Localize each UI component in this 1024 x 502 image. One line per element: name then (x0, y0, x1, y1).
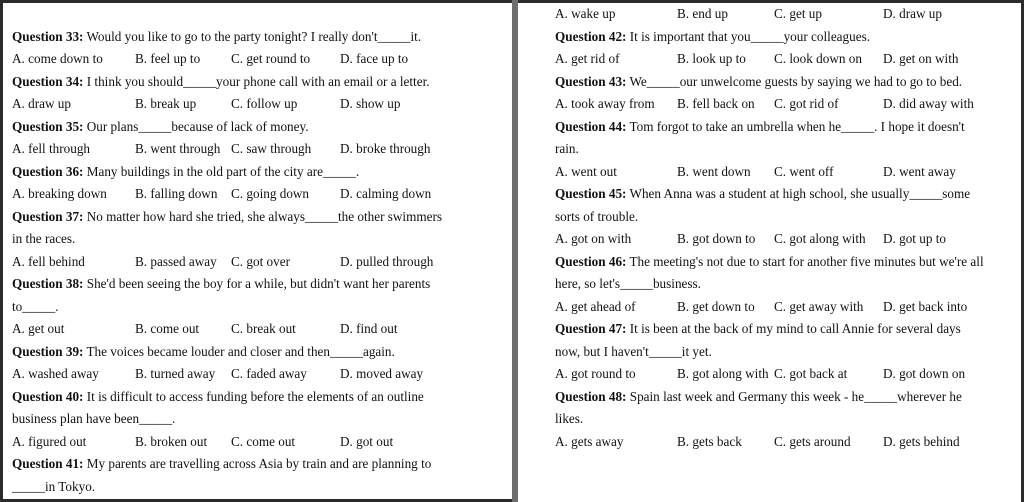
answer-option: B. come out (135, 321, 200, 336)
question-text: No matter how hard she tried, she always_____the other swimmers (86, 208, 442, 224)
question-text: in the races. (12, 231, 76, 246)
answer-option: D. got up to (883, 231, 947, 246)
question-number: Question 40: (12, 388, 84, 404)
question-text: I think you should_____your phone call with an email or a letter. (86, 73, 430, 89)
answer-option: D. gets behind (883, 433, 960, 449)
answer-option: C. get up (774, 6, 822, 21)
question-number: Question 36: (12, 163, 84, 179)
answer-option: B. get down to (677, 298, 755, 314)
question-text: She'd been seeing the boy for a while, but didn't want her parents (86, 276, 431, 291)
options-row (12, 251, 512, 274)
options-row (555, 161, 1024, 184)
question-stem (12, 26, 512, 49)
question-text: When Anna was a student at high school, she usually_____some (629, 186, 971, 201)
question-stem (12, 206, 512, 229)
question-stem (12, 341, 512, 364)
question-text: _____in Tokyo. (12, 478, 96, 494)
question-number: Question 39: (12, 343, 84, 359)
question-stem-continued (555, 138, 1024, 161)
question-text: My parents are travelling across Asia by train and are planning to (86, 456, 432, 471)
answer-option: A. went out (555, 163, 617, 179)
answer-option: D. did away with (883, 96, 974, 111)
question-text: sorts of trouble. (555, 208, 639, 224)
question-stem-continued (555, 273, 1024, 296)
question-text: It is important that you_____your colleagues. (629, 28, 870, 44)
question-number: Question 41: (12, 456, 84, 471)
question-stem (555, 386, 1024, 409)
question-text: likes. (555, 411, 584, 426)
answer-option: B. fell back on (677, 96, 755, 111)
question-stem (12, 71, 512, 94)
answer-option: B. got along with (677, 366, 769, 381)
answer-option: D. get on with (883, 51, 959, 66)
question-stem-continued (12, 296, 512, 319)
answer-option: D. get back into (883, 298, 968, 314)
answer-option: A. took away from (555, 96, 655, 111)
answer-option: B. falling down (135, 186, 218, 201)
answer-option: D. calming down (340, 186, 432, 201)
answer-option: A. get rid of (555, 51, 620, 66)
answer-option: A. get out (12, 321, 65, 336)
question-text: The meeting's not due to start for another five minutes but we're all (629, 253, 984, 269)
options-row (555, 431, 1024, 454)
answer-option: B. passed away (135, 253, 217, 269)
answer-option: D. draw up (883, 6, 942, 21)
answer-option: B. gets back (677, 433, 742, 449)
options-row (555, 228, 1024, 251)
answer-option: D. got out (340, 433, 394, 449)
question-number: Question 34: (12, 73, 84, 89)
question-number: Question 35: (12, 118, 84, 134)
question-text: Spain last week and Germany this week - he_____wherever he (629, 388, 962, 404)
question-number: Question 47: (555, 321, 627, 336)
right-column (518, 3, 1024, 502)
answer-option: D. find out (340, 321, 398, 336)
question-number: Question 44: (555, 118, 627, 134)
question-stem (12, 161, 512, 184)
answer-option: C. get round to (231, 51, 311, 66)
question-text: here, so let's_____business. (555, 276, 701, 291)
answer-option: D. pulled through (340, 253, 434, 269)
question-stem (555, 71, 1024, 94)
answer-option: A. breaking down (12, 186, 107, 201)
options-row (12, 48, 512, 71)
answer-option: C. got rid of (774, 96, 839, 111)
answer-option: C. look down on (774, 51, 862, 66)
answer-option: C. come out (231, 433, 296, 449)
options-row (555, 296, 1024, 319)
answer-option: C. got along with (774, 231, 866, 246)
question-text: Would you like to go to the party tonight? I really don't_____it. (86, 28, 422, 44)
answer-option: A. gets away (555, 433, 624, 449)
question-text: now, but I haven't_____it yet. (555, 343, 712, 359)
answer-option: D. show up (340, 96, 401, 111)
answer-option: D. broke through (340, 141, 431, 156)
answer-option: C. break out (231, 321, 296, 336)
question-number: Question 46: (555, 253, 627, 269)
question-stem (555, 116, 1024, 139)
question-stem-continued (12, 476, 512, 499)
question-number: Question 48: (555, 388, 627, 404)
answer-option: A. washed away (12, 366, 99, 381)
answer-option: B. look up to (677, 51, 746, 66)
question-number: Question 38: (12, 276, 84, 291)
options-row (555, 3, 1024, 26)
question-number: Question 43: (555, 73, 627, 89)
question-stem (555, 183, 1024, 206)
answer-option: A. figured out (12, 433, 87, 449)
answer-option: C. faded away (231, 366, 307, 381)
question-text: Many buildings in the old part of the city are_____. (86, 163, 360, 179)
answer-option: A. come down to (12, 51, 103, 66)
options-row (12, 93, 512, 116)
options-row (12, 138, 512, 161)
question-text: The voices became louder and closer and then_____again. (86, 343, 395, 359)
answer-option: A. got round to (555, 366, 636, 381)
question-text: Tom forgot to take an umbrella when he_____. I hope it doesn't (629, 118, 965, 134)
answer-option: B. turned away (135, 366, 216, 381)
question-stem (12, 453, 512, 476)
question-stem (12, 386, 512, 409)
question-text: to_____. (12, 298, 59, 314)
answer-option: A. got on with (555, 231, 632, 246)
question-stem (555, 318, 1024, 341)
answer-option: D. face up to (340, 51, 409, 66)
answer-option: C. get away with (774, 298, 864, 314)
answer-option: C. got over (231, 253, 290, 269)
options-row (555, 363, 1024, 386)
question-number: Question 33: (12, 28, 84, 44)
answer-option: D. went away (883, 163, 956, 179)
question-stem (12, 273, 512, 296)
options-row (555, 48, 1024, 71)
question-text: Our plans_____because of lack of money. (86, 118, 309, 134)
answer-option: B. went through (135, 141, 221, 156)
answer-option: C. gets around (774, 433, 851, 449)
question-stem-continued (12, 228, 512, 251)
answer-option: C. saw through (231, 141, 312, 156)
question-stem-continued (12, 408, 512, 431)
answer-option: D. got down on (883, 366, 966, 381)
answer-option: D. moved away (340, 366, 424, 381)
answer-option: C. going down (231, 186, 310, 201)
question-stem (12, 116, 512, 139)
options-row (12, 318, 512, 341)
question-stem-continued (555, 341, 1024, 364)
answer-option: C. went off (774, 163, 834, 179)
question-number: Question 45: (555, 186, 627, 201)
options-row (12, 183, 512, 206)
answer-option: A. fell behind (12, 253, 85, 269)
answer-option: B. end up (677, 6, 728, 21)
question-text: It is difficult to access funding before the elements of an outline (86, 388, 424, 404)
options-row (555, 93, 1024, 116)
left-column (0, 3, 512, 502)
answer-option: B. got down to (677, 231, 756, 246)
question-text: We_____our unwelcome guests by saying we had to go to bed. (629, 73, 963, 89)
spacer-line (12, 3, 512, 26)
answer-option: B. break up (135, 96, 197, 111)
question-stem-continued (555, 206, 1024, 229)
question-text: It is been at the back of my mind to call Annie for several days (629, 321, 961, 336)
answer-option: A. wake up (555, 6, 616, 21)
question-stem (555, 251, 1024, 274)
answer-option: A. draw up (12, 96, 71, 111)
answer-option: B. went down (677, 163, 751, 179)
answer-option: C. got back at (774, 366, 848, 381)
answer-option: A. fell through (12, 141, 91, 156)
options-row (12, 431, 512, 454)
question-stem (555, 26, 1024, 49)
question-text: rain. (555, 141, 579, 156)
answer-option: B. feel up to (135, 51, 201, 66)
options-row (12, 363, 512, 386)
answer-option: C. follow up (231, 96, 298, 111)
question-number: Question 37: (12, 208, 84, 224)
answer-option: A. get ahead of (555, 298, 636, 314)
question-text: business plan have been_____. (12, 411, 176, 426)
question-number: Question 42: (555, 28, 627, 44)
question-stem-continued (555, 408, 1024, 431)
answer-option: B. broken out (135, 433, 208, 449)
